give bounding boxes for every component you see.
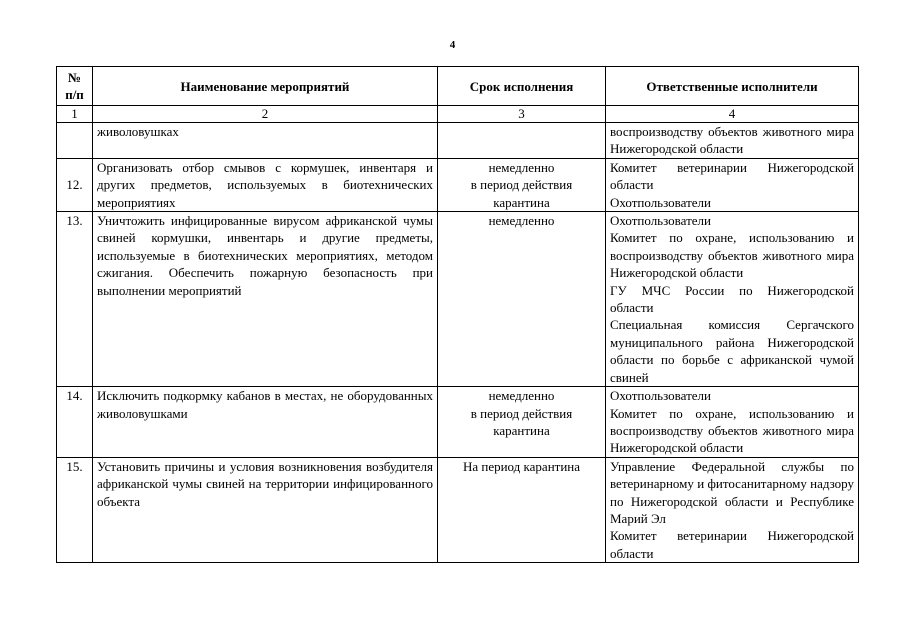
responsible-entry: ГУ МЧС России по Нижегородской области xyxy=(610,282,854,316)
row-number xyxy=(57,123,93,159)
row-number: 14. xyxy=(57,387,93,458)
row-deadline xyxy=(438,212,606,387)
deadline-line: На период карантина xyxy=(462,458,581,474)
row-deadline xyxy=(438,123,606,159)
page-number: 4 xyxy=(449,39,456,51)
column-number: 2 xyxy=(93,106,438,123)
column-number: 1 xyxy=(57,106,93,123)
row-deadline xyxy=(438,457,606,562)
header-responsible: Ответственные исполнители xyxy=(606,67,859,106)
row-responsible xyxy=(606,457,859,562)
responsible-entry: Охотпользователи xyxy=(610,388,711,404)
row-number: 12. xyxy=(57,158,93,211)
row-responsible xyxy=(606,158,859,211)
responsible-entry: Комитет по охране, использованию и воспроизводству объектов животного мира Нижегородской области xyxy=(610,230,854,281)
deadline-line: в период действия карантина xyxy=(470,405,573,438)
column-number: 3 xyxy=(438,106,606,123)
deadline-line: немедленно xyxy=(488,388,555,404)
responsible-entry: Комитет ветеринарии Нижегородской области xyxy=(610,528,854,561)
row-description: Исключить подкормку кабанов в местах, не оборудованных живоловушками xyxy=(93,387,438,458)
deadline-line: немедленно xyxy=(488,159,555,175)
row-responsible xyxy=(606,387,859,458)
column-numbers-row xyxy=(57,106,859,123)
table-row-13 xyxy=(57,212,859,387)
responsible-entry: Специальная комиссия Сергачского муниципального района Нижегородской области по борьбе с африканской чумой свиней xyxy=(610,317,854,385)
responsible-entry: Комитет ветеринарии Нижегородской области xyxy=(610,159,854,193)
row-number: 15. xyxy=(57,457,93,562)
deadline-line: в период действия карантина xyxy=(470,177,573,210)
header-measures: Наименование мероприятий xyxy=(93,67,438,106)
table-row-12 xyxy=(57,158,859,211)
responsible-entry: воспроизводству объектов животного мира Нижегородской области xyxy=(610,124,854,157)
deadline-line: немедленно xyxy=(488,213,555,229)
row-number: 13. xyxy=(57,212,93,387)
row-description: Организовать отбор смывов с кормушек, инвентаря и других предметов, используемых в биотехнических мероприятиях xyxy=(93,158,438,211)
row-description: живоловушках xyxy=(93,123,438,159)
table-row-15 xyxy=(57,457,859,562)
table-row-continuation xyxy=(57,123,859,159)
responsible-entry: Комитет по охране, использованию и воспроизводству объектов животного мира Нижегородской области xyxy=(610,405,854,456)
row-description: Уничтожить инфицированные вирусом африканской чумы свиней кормушки, инвентарь и другие предметы, используемые в биотехнических мероприятиях, методом сжигания. Обеспечить пожарную безопасность при выполнении мероприятий xyxy=(93,212,438,387)
table-row-14 xyxy=(57,387,859,458)
row-responsible xyxy=(606,212,859,387)
header-number: № п/п xyxy=(57,67,93,106)
row-responsible xyxy=(606,123,859,159)
table-header-row xyxy=(57,67,859,106)
row-deadline xyxy=(438,387,606,458)
measures-table xyxy=(56,66,859,563)
responsible-entry: Охотпользователи xyxy=(610,213,711,229)
responsible-entry: Управление Федеральной службы по ветеринарному и фитосанитарному надзору по Нижегородской области и Республике Марий Эл xyxy=(610,458,854,526)
row-description: Установить причины и условия возникновения возбудителя африканской чумы свиней на территории инфицированного объекта xyxy=(93,457,438,562)
column-number: 4 xyxy=(606,106,859,123)
responsible-entry: Охотпользователи xyxy=(610,194,711,210)
row-deadline xyxy=(438,158,606,211)
header-deadline: Срок исполнения xyxy=(438,67,606,106)
